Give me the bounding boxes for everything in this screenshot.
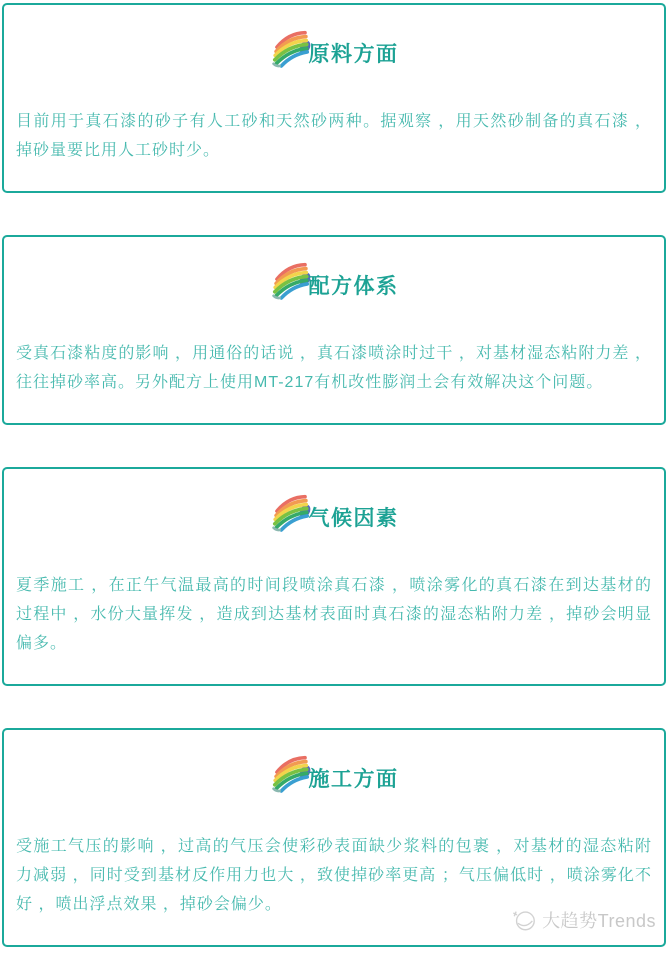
- rainbow-brush-icon: [270, 28, 312, 68]
- info-card-climate-factors: [2, 467, 666, 686]
- section-header: [16, 21, 652, 65]
- info-card-formula-system: [2, 235, 666, 425]
- info-card-construction: [2, 728, 666, 947]
- section-header: [16, 253, 652, 297]
- section-title: 配方体系: [308, 275, 399, 298]
- info-card-raw-materials: [2, 3, 666, 193]
- rainbow-brush-icon: [270, 260, 312, 300]
- rainbow-brush-icon: [270, 753, 312, 793]
- section-header: [16, 746, 652, 790]
- section-title: 气候因素: [308, 507, 399, 530]
- trends-logo-icon: [510, 907, 538, 933]
- section-header: [16, 485, 652, 529]
- section-body: 目前用于真石漆的砂子有人工砂和天然砂两种。据观察 ，用天然砂制备的真石漆 ，掉砂量要比用人工砂时少。: [16, 113, 652, 159]
- brand-watermark-text: 大趋势Trends: [542, 911, 656, 931]
- section-body: 夏季施工 ，在正午气温最高的时间段喷涂真石漆 ，喷涂雾化的真石漆在到达基材的过程中 ，水份大量挥发 ，造成到达基材表面时真石漆的湿态粘附力差 ，掉砂会明显偏多。: [16, 577, 652, 652]
- brand-watermark: [510, 907, 656, 933]
- section-title: 施工方面: [308, 768, 399, 791]
- section-title: 原料方面: [308, 43, 399, 66]
- rainbow-brush-icon: [270, 492, 312, 532]
- section-body: 受真石漆粘度的影响 ，用通俗的话说 ，真石漆喷涂时过干 ，对基材湿态粘附力差 ，往往掉砂率高。另外配方上使用MT-217有机改性膨润土会有效解决这个问题。: [16, 345, 652, 391]
- section-body: 受施工气压的影响 ，过高的气压会使彩砂表面缺少浆料的包裹 ，对基材的湿态粘附力减弱 ，同时受到基材反作用力也大 ，致使掉砂率更高 ；气压偏低时 ，喷涂雾化不好 ，喷出浮点效果 ，掉砂会偏少。: [16, 838, 652, 913]
